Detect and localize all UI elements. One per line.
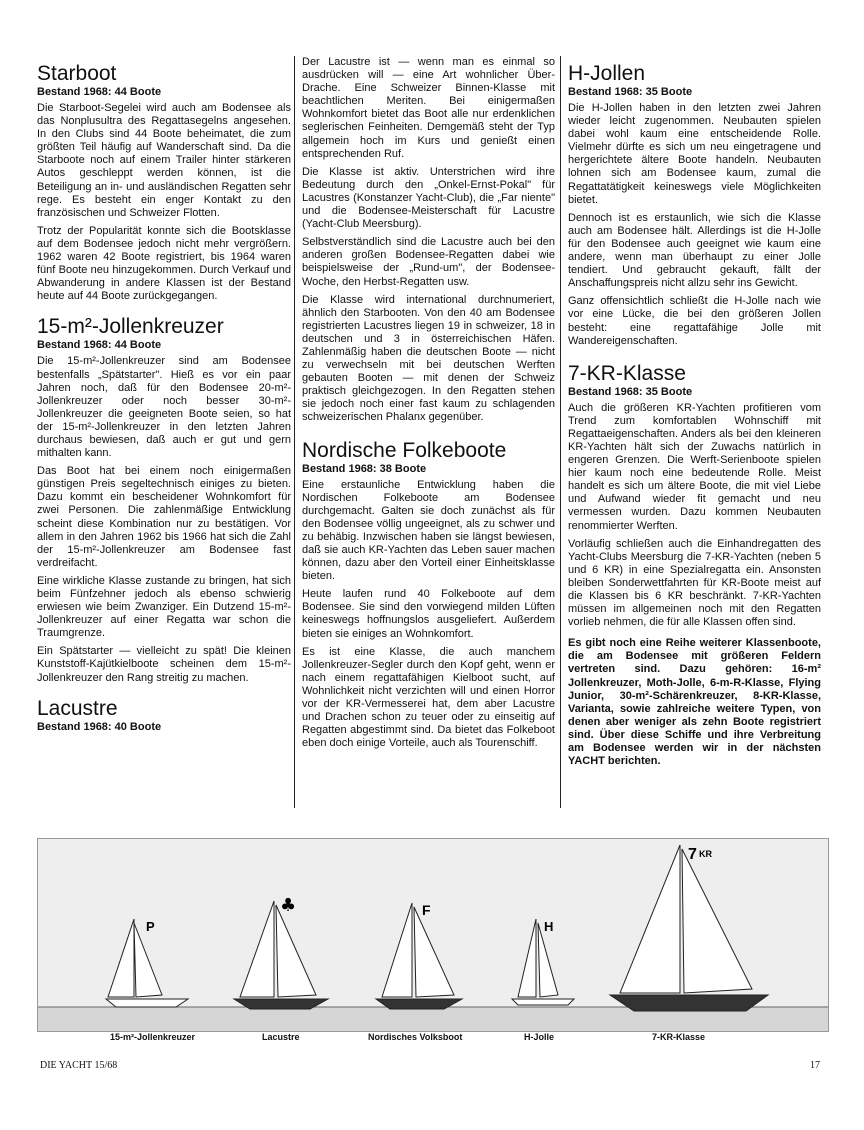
section-title-kr: 7-KR-Klasse <box>568 361 686 385</box>
boat-7kr <box>610 845 768 1011</box>
paragraph: Auch die größeren KR-Yachten profitieren vom Trend zum komfortablen Wohnschiff mit Regattaeigenschaften. Anders als bei den kleineren KR-Yachten hält sich der Zuwachs natürlich in engeren Grenzen. Die Werft-Serienboote spielen hier kaum noch eine bedeutende Rolle. Meist handelt es sich um ältere Boote, die mit viel Liebe und Aufwand wieder fit gemacht und neu vermessen wurden. Dazu kommen Neubauten renommierter Werften. <box>568 401 821 532</box>
bestand-jollenkreuzer: Bestand 1968: 44 Boote <box>37 339 162 352</box>
caption-hjolle: H-Jolle <box>524 1032 555 1042</box>
paragraph: Das Boot hat bei einem noch einigermaßen günstigen Preis segeltechnisch einiges zu bieten. Dazu kommt ein bescheidener Wohnkomfort für zwei Personen. Die zahlenmäßige Entwicklung scheint diese Kombination nur zu bestätigen. Vor allem in den Jahren 1962 bis 1966 hat sich die Zahl der 15-m²-Jollenkreuzer am Bodensee fast verdreifacht. <box>37 465 291 569</box>
bestand-lacustre: Bestand 1968: 40 Boote <box>37 720 162 733</box>
bestand-starboot: Bestand 1968: 44 Boote <box>37 86 162 98</box>
caption-folkeboot: Nordisches Volksboot <box>368 1032 463 1042</box>
sail-mark-kr: KR <box>699 849 712 859</box>
paragraph: Vorläufig schließen auch die Einhandregatten des Yacht-Clubs Meersburg die 7-KR-Yachten (neben 5 und 6 KR) in eine Spezialregatta ein. Ansonsten bleiben Sonderwettfahrten für KR-Boote meist auf die Klassen bis 6 KR beschränkt. 7-KR-Yachten müssen im allgemeinen noch mit den Regatten vorlieb nehmen, die für alle Klassen offen sind. <box>568 537 821 629</box>
sail-mark-f: F <box>422 902 431 918</box>
bestand-kr: Bestand 1968: 35 Boote <box>568 385 693 398</box>
paragraph: Die Starboot-Segelei wird auch am Bodensee als das Nonplusultra des Regattasegelns angesehen. In den Clubs sind 44 Boote beheimatet, die zum größten Teil häufig auf Wanderschaft sind. Da die Starboote noch auf einem Trailer hinter stärkeren Autos geschleppt werden können, ist die Beteiligung an in- und ausländischen Regatten sehr rege. Es besteht ein enger Kontakt zu den französischen und Schweizer Flotten. <box>37 102 291 219</box>
column-1 <box>37 58 291 737</box>
sail-mark-h: H <box>544 919 554 934</box>
sail-mark-7: 7 <box>688 846 697 863</box>
paragraph: Die Klasse wird international durchnumeriert, ähnlich den Starbooten. Von den 40 am Bodensee registrierten Lacustres liegen 19 in schweizer, 18 in deutschen und 3 in österreichischen Häfen. Zahlenmäßig haben die deutschen Boote — nicht zu verwechseln mit bei deutschen Werften gebauten Booten — mit denen der Schweiz praktisch gleichgezogen. In den Regatten stehen sie jedoch noch einer fast kaum zu schlagenden schweizerischen Phalanx gegenüber. <box>302 293 555 424</box>
boat-lacustre <box>234 895 328 1009</box>
section-title-folkeboote: Nordische Folkeboote <box>302 438 507 462</box>
paragraph: Trotz der Popularität konnte sich die Bootsklasse auf dem Bodensee jedoch nicht mehr vergrößern. 1962 waren 42 Boote registriert, bis 1964 waren fünf Boote neu hinzugekommen. Durch Verkauf und Abwanderung in andere Klassen ist der Bestand heute auf 44 Boote zurückgegangen. <box>37 224 291 303</box>
section-title-lacustre: Lacustre <box>37 696 118 720</box>
column-3 <box>568 58 821 773</box>
caption-jollenkreuzer: 15-m²-Jollenkreuzer <box>110 1032 196 1042</box>
boat-folkeboot <box>376 902 462 1009</box>
page-number: 17 <box>810 1060 820 1071</box>
paragraph: Selbstverständlich sind die Lacustre auch bei den anderen großen Bodensee-Regatten dabei wie beispielsweise der „Rund-um", der Bodensee-Woche, den Herbst-Regatten usw. <box>302 236 555 288</box>
boat-silhouettes <box>38 839 828 1031</box>
paragraph: Dennoch ist es erstaunlich, wie sich die Klasse auch am Bodensee hält. Allerdings ist die H-Jolle für den Bodensee auch geeignet wie kaum eine andere, wenn man überhaupt zu einer Jolle tendiert. Und gebraucht gekauft, fällt der Anschaffungspreis nicht allzu sehr ins Gewicht. <box>568 211 821 290</box>
paragraph: Es ist eine Klasse, die auch manchem Jollenkreuzer-Segler durch den Kopf geht, wenn er nach einem regattafähigen Kielboot sucht, auf Wohnlichkeit nicht verzichten will und einen Horror vor der KR-Vermesserei hat, dem aber Lacustre und Drachen schon zu teuer oder zu einseitig auf Regatten abgestimmt sind. Da bietet das Folkeboot eben doch einige Vorteile, auch als Tourenschiff. <box>302 645 555 750</box>
column-rule-right <box>560 56 561 808</box>
paragraph: Eine erstaunliche Entwicklung haben die Nordischen Folkeboote am Bodensee durchgemacht. Galten sie doch zunächst als für den Bodensee völlig ungeeignet, als zu schwer und zu behäbig. Inzwischen haben sie längst bewiesen, daß sie auch KR-Yachten das Leben sauer machen können, dazu aber den Vorteil einer Einheitsklasse bieten. <box>302 478 555 583</box>
paragraph: Der Lacustre ist — wenn man es einmal so ausdrücken will — eine Art wohnlicher Über-Drache. Eine Schweizer Binnen-Klasse mit beachtlichen Meriten. Bei einigermaßen Wohnkomfort bietet das Boot alle nur erdenklichen seglerischen Feinheiten. Demgemäß steht der Typ allgemein hoch im Kurs und genießt einen entsprechenden Ruf. <box>302 56 555 160</box>
section-title-jollenkreuzer: 15-m²-Jollenkreuzer <box>37 315 224 339</box>
section-title-hjollen: H-Jollen <box>568 62 646 85</box>
paragraph: Die H-Jollen haben in den letzten zwei Jahren wieder leicht zugenommen. Neubauten spielen dabei wohl kaum eine entscheidende Rolle. Vielmehr dürfte es sich um neu eingetragene und hergerichtete ältere Boote handeln. Neubauten lohnen sich am Bodensee kaum, zumal die Regattatätigkeit keineswegs viele Möglichkeiten bietet. <box>568 102 821 206</box>
boat-jollenkreuzer <box>106 919 188 1007</box>
boat-hjolle <box>512 919 574 1005</box>
paragraph-summary: Es gibt noch eine Reihe weiterer Klassenboote, die am Bodensee mit größeren Feldern vertreten sind. Dazu gehören: 16-m² Jollenkreuzer, Moth-Jolle, 6-m-R-Klasse, Flying Junior, 30-m²-Schärenkreuzer, 8-KR-Klasse, Varianta, sowie zahlreiche weitere Typen, von denen aber weniger als zehn Boote registriert sind. Über diese Schiffe und ihre Verbreitung am Bodensee werden wir in der nächsten YACHT berichten. <box>568 637 821 768</box>
paragraph: Die 15-m²-Jollenkreuzer sind am Bodensee bestenfalls „Spätstarter". Hieß es vor ein paar Jahren noch, daß für den Bodensee 20-m²-Jollenkreuzer oder noch besser 30-m²-Jollenkreuzer die geeigneten Boote seien, so hat der 15-m²-Jollenkreuzer in den letzten Jahren durchaus bewiesen, daß auch er gut und gern mithalten kann. <box>37 355 291 460</box>
footer-magazine-issue: DIE YACHT 15/68 <box>40 1060 118 1071</box>
paragraph: Ein Spätstarter — vielleicht zu spät! Die kleinen Kunststoff-Kajütkielboote scheinen dem 15-m²-Jollenkreuzer den Rang streitig zu machen. <box>37 645 291 684</box>
section-title-starboot: Starboot <box>37 62 117 85</box>
paragraph: Heute laufen rund 40 Folkeboote auf dem Bodensee. Sie sind den vorwiegend milden Lüften keineswegs hoffnungslos ausgeliefert. Außerdem bieten sie einiges an Wohnkomfort. <box>302 588 555 640</box>
column-2 <box>302 56 555 755</box>
paragraph: Eine wirkliche Klasse zustande zu bringen, hat sich beim Fünfzehner jedoch als ebenso schwierig erwiesen wie beim Zwanziger. Ein Dutzend 15-m²-Jollenkreuzer auf einer Regatta war schon die Traumgrenze. <box>37 574 291 640</box>
boat-illustration <box>37 838 829 1032</box>
club-icon: ♣ <box>280 895 297 916</box>
paragraph: Ganz offensichtlich schließt die H-Jolle nach wie vor eine Lücke, die bei den größeren Jollen besteht: eine regattafähige Jolle mit Wandereigenschaften. <box>568 295 821 347</box>
paragraph: Die Klasse ist aktiv. Unterstrichen wird ihre Bedeutung durch den „Onkel-Ernst-Pokal" für Lacustres (Konstanzer Yacht-Club), die „Far niente" und die Bodensee-Meisterschaft für Lacustre (Yacht-Club Meersburg). <box>302 165 555 231</box>
bestand-hjollen: Bestand 1968: 35 Boote <box>568 86 693 98</box>
bestand-folkeboote: Bestand 1968: 38 Boote <box>302 462 427 475</box>
column-rule-left <box>294 56 295 808</box>
caption-lacustre: Lacustre <box>262 1032 300 1042</box>
sail-mark-p: P <box>146 919 155 934</box>
caption-7kr: 7-KR-Klasse <box>652 1032 706 1042</box>
